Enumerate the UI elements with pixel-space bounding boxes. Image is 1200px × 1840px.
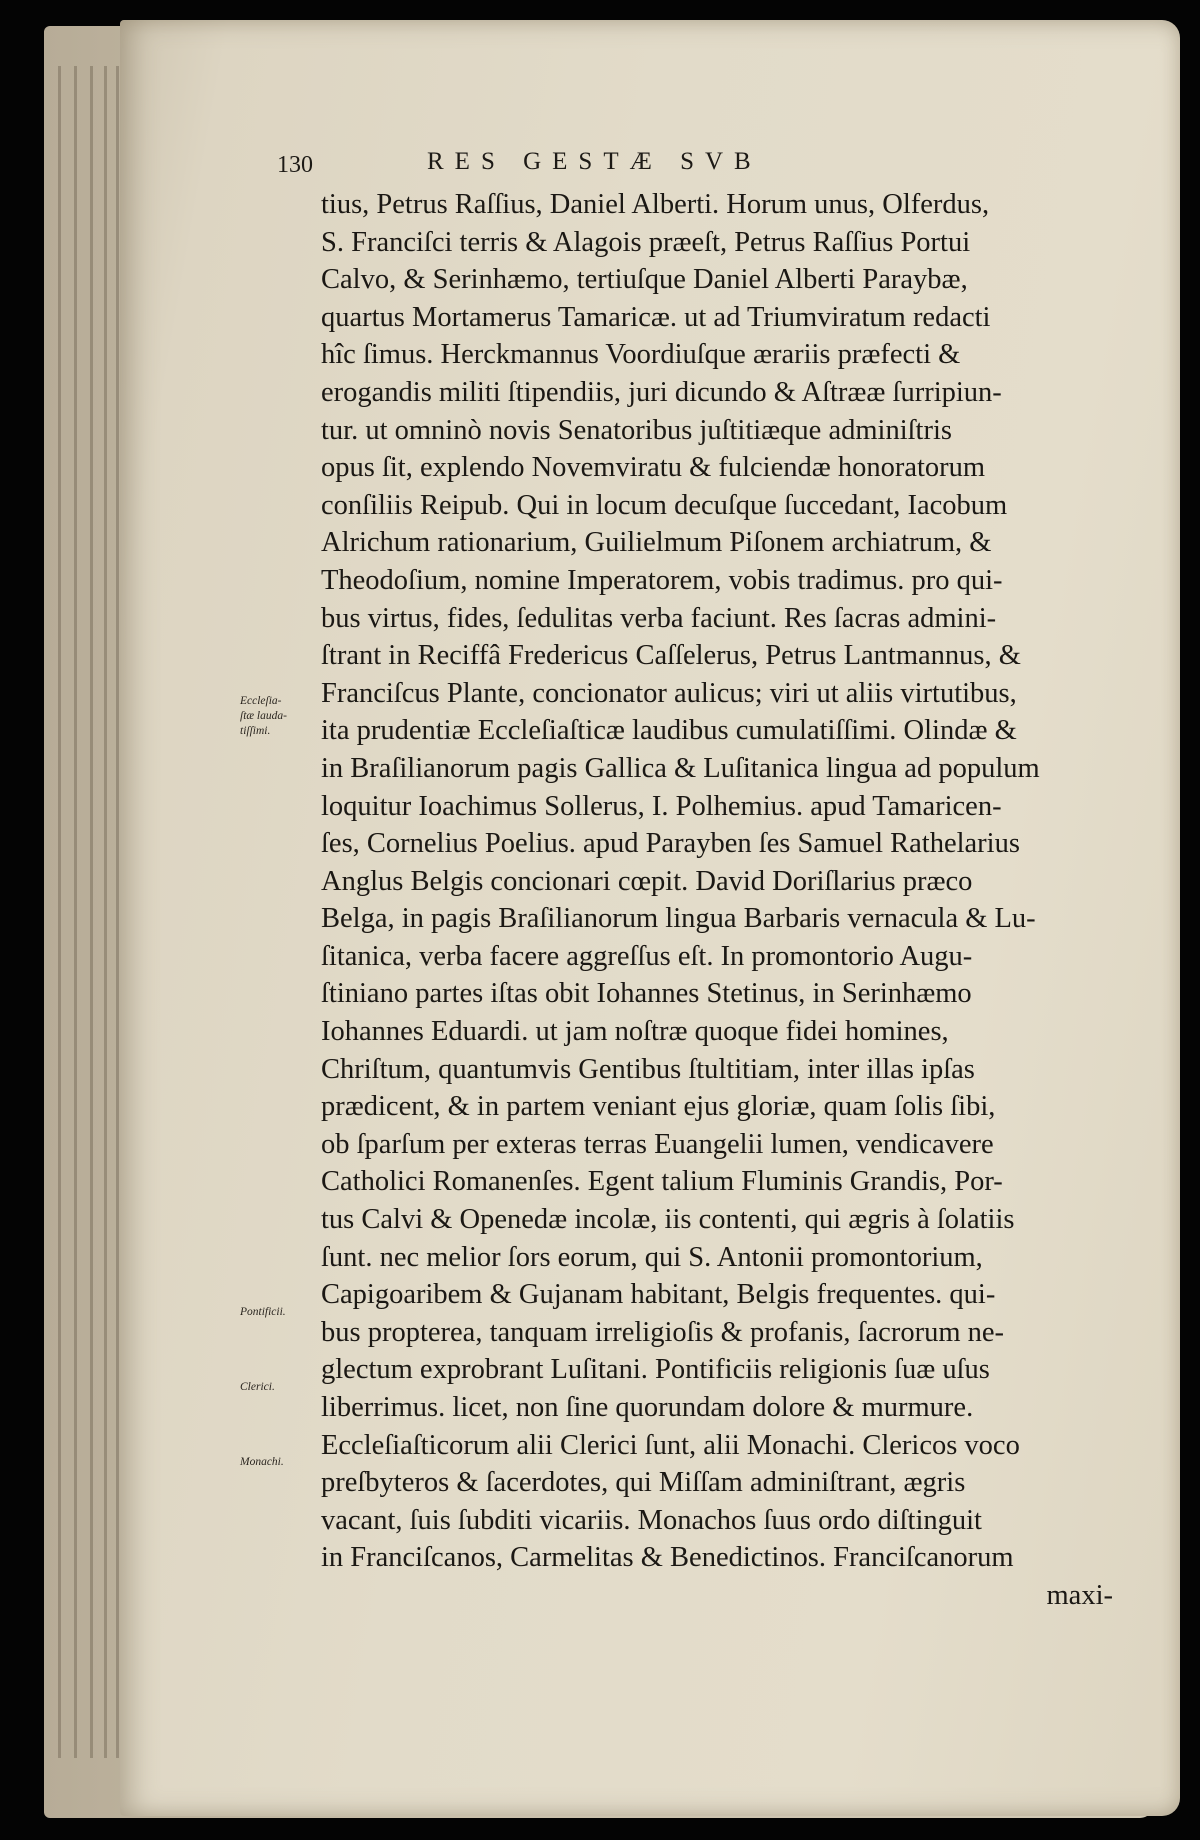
margin-note-line: Clerici. bbox=[240, 1381, 275, 1393]
page-edge-line bbox=[116, 66, 119, 1758]
text-line: preſbyteros & ſacerdotes, qui Miſſam adminiſtrant, ægris bbox=[321, 1467, 966, 1499]
text-line: Capigoaribem & Gujanam habitant, Belgis frequentes. qui- bbox=[321, 1279, 996, 1311]
text-line: quartus Mortamerus Tamaricæ. ut ad Triumviratum redacti bbox=[321, 301, 991, 333]
text-line: opus ſit, explendo Novemviratu & fulciendæ honoratorum bbox=[321, 452, 986, 484]
text-line: in Braſilianorum pagis Gallica & Luſitanica lingua ad populum bbox=[321, 752, 1040, 784]
text-line: bus propterea, tanquam irreligioſis & profanis, ſacrorum ne- bbox=[321, 1316, 1004, 1348]
margin-note-ecclesiastae bbox=[240, 694, 308, 739]
text-line: Chriſtum, quantumvis Gentibus ſtultitiam, inter illas ipſas bbox=[321, 1053, 975, 1085]
text-line: Eccleſiaſticorum alii Clerici ſunt, alii Monachi. Clericos voco bbox=[321, 1429, 1020, 1461]
text-line: hîc ſimus. Herckmannus Voordiuſque ærariis præfecti & bbox=[321, 339, 961, 371]
text-line: erogandis militi ſtipendiis, juri dicundo & Aſtrææ ſurripiun- bbox=[321, 376, 1002, 408]
text-line: conſiliis Reipub. Qui in locum decuſque ſuccedant, Iacobum bbox=[321, 489, 1008, 521]
margin-note-monachi bbox=[240, 1455, 308, 1470]
text-line: tur. ut omninò novis Senatoribus juſtitiæque adminiſtris bbox=[321, 414, 952, 446]
margin-note-line: Pontificii. bbox=[240, 1306, 286, 1318]
text-line: Alrichum rationarium, Guilielmum Piſonem archiatrum, & bbox=[321, 527, 992, 559]
page-edge-line bbox=[58, 66, 61, 1758]
text-line: liberrimus. licet, non ſine quorundam dolore & murmure. bbox=[321, 1392, 974, 1423]
text-line: bus virtus, fides, ſedulitas verba faciunt. Res ſacras admini- bbox=[321, 602, 997, 634]
page-edge-line bbox=[90, 66, 93, 1758]
text-line: glectum exprobrant Luſitani. Pontificiis religionis ſuæ uſus bbox=[321, 1354, 990, 1386]
text-line: ob ſparſum per exteras terras Euangelii lumen, vendicavere bbox=[321, 1128, 994, 1160]
text-line: Franciſcus Plante, concionator aulicus; viri ut aliis virtutibus, bbox=[321, 677, 1017, 709]
catchword-line: maxi- bbox=[1046, 1579, 1113, 1611]
text-line: Calvo, & Serinhæmo, tertiuſque Daniel Alberti Paraybæ, bbox=[321, 264, 968, 296]
margin-note-line: ſtæ lauda- bbox=[240, 710, 287, 722]
text-line: Anglus Belgis concionari cœpit. David Doriſlarius præco bbox=[321, 865, 973, 897]
text-line: in Franciſcanos, Carmelitas & Benedictinos. Franciſcanorum bbox=[321, 1542, 1014, 1574]
text-line: Iohannes Eduardi. ut jam noſtræ quoque fidei homines, bbox=[321, 1016, 949, 1048]
text-line: ſtiniano partes iſtas obit Iohannes Stetinus, in Serinhæmo bbox=[321, 978, 972, 1010]
text-line: prædicent, & in partem veniant ejus gloriæ, quam ſolis ſibi, bbox=[321, 1091, 996, 1123]
margin-note-clerici bbox=[240, 1380, 308, 1395]
text-line: ita prudentiæ Eccleſiaſticæ laudibus cumulatiſſimi. Olindæ & bbox=[321, 715, 1017, 747]
text-line: ſtrant in Reciffâ Fredericus Caſſelerus, Petrus Lantmannus, & bbox=[321, 640, 1021, 672]
page-edge-line bbox=[104, 66, 107, 1758]
body-text bbox=[321, 186, 1113, 1615]
text-line: ſes, Cornelius Poelius. apud Parayben ſes Samuel Rathelarius bbox=[321, 828, 1020, 860]
text-line: ſunt. nec melior ſors eorum, qui S. Antonii promontorium, bbox=[321, 1241, 983, 1273]
text-line: ſitanica, verba facere aggreſſus eſt. In promontorio Augu- bbox=[321, 940, 973, 972]
text-line: tius, Petrus Raſſius, Daniel Alberti. Horum unus, Olferdus, bbox=[321, 189, 990, 220]
text-line: Belga, in pagis Braſilianorum lingua Barbaris vernacula & Lu- bbox=[321, 903, 1036, 935]
margin-note-line: tiſſimi. bbox=[240, 725, 271, 737]
text-line: loquitur Ioachimus Sollerus, I. Polhemius. apud Tamaricen- bbox=[321, 790, 1002, 822]
text-line: S. Franciſci terris & Alagois præeſt, Petrus Raſſius Portui bbox=[321, 226, 971, 258]
text-line: Catholici Romanenſes. Egent talium Fluminis Grandis, Por- bbox=[321, 1166, 1003, 1198]
running-head-title: RES GESTÆ SVB bbox=[427, 148, 762, 175]
margin-note-line: Monachi. bbox=[240, 1456, 284, 1468]
margin-note-pontificii bbox=[240, 1305, 308, 1320]
text-line: tus Calvi & Openedæ incolæ, iis contenti, qui ægris à ſolatiis bbox=[321, 1204, 1015, 1236]
page-edge-line bbox=[74, 66, 77, 1758]
running-head bbox=[277, 148, 937, 178]
page-number: 130 bbox=[277, 152, 313, 178]
text-line: vacant, ſuis ſubditi vicariis. Monachos ſuus ordo diſtinguit bbox=[321, 1504, 982, 1536]
margin-note-line: Eccleſia- bbox=[240, 695, 282, 707]
text-line: Theodoſium, nomine Imperatorem, vobis tradimus. pro qui- bbox=[321, 564, 1003, 596]
